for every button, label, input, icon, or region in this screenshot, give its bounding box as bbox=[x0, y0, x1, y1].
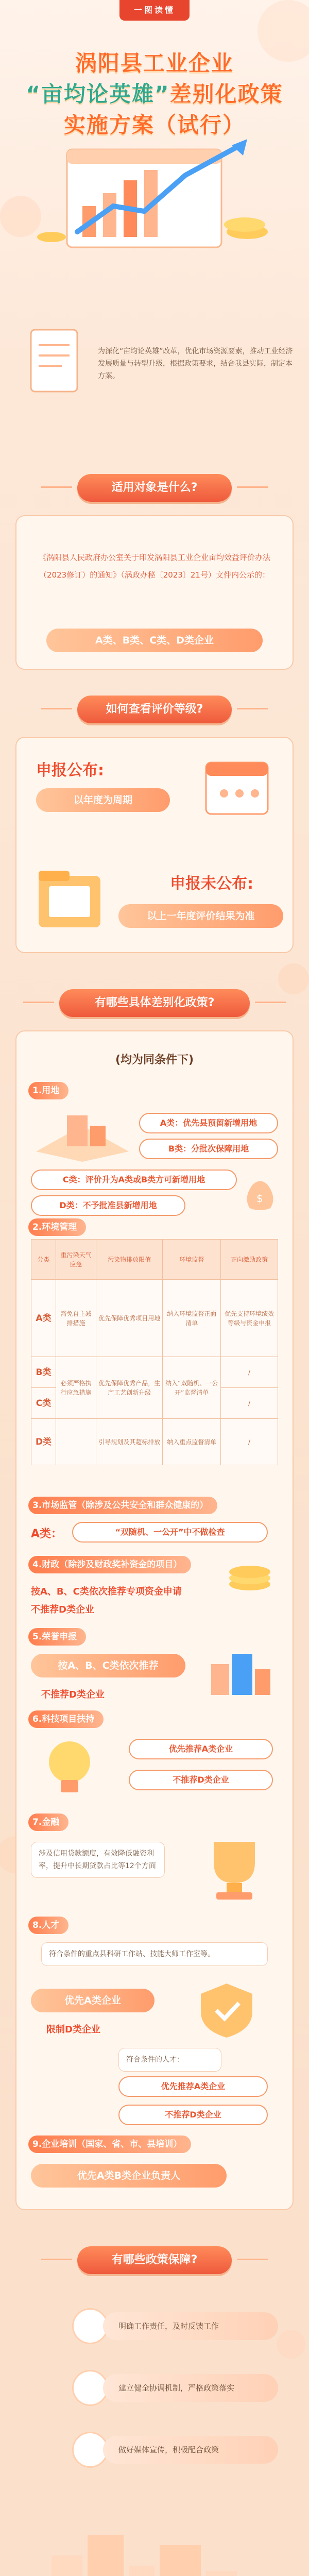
land-a: A类：优先县预留新增用地 bbox=[139, 1113, 278, 1133]
env-header-cell: 环境监督 bbox=[163, 1240, 221, 1280]
trophy-icon bbox=[191, 1832, 278, 1904]
env-cell bbox=[56, 1419, 96, 1465]
honor-text2: 不推荐D类企业 bbox=[41, 1689, 105, 1700]
env-header-cell: 分类 bbox=[31, 1240, 56, 1280]
title-line2-rest: 差别化政策 bbox=[169, 81, 283, 107]
env-cell: 优先保障优秀产品，生产工艺创新升级 bbox=[96, 1357, 163, 1419]
env-table bbox=[31, 1239, 278, 1465]
env-cell: B类 bbox=[31, 1357, 56, 1388]
title-line3: 实施方案（试行） bbox=[63, 112, 245, 138]
env-header-cell: 污染物排放限值 bbox=[96, 1240, 163, 1280]
env-cell: 引导规划及其超标排放 bbox=[96, 1419, 163, 1465]
finance2-tag: 7.金融 bbox=[28, 1814, 68, 1831]
env-cell: / bbox=[221, 1419, 278, 1465]
svg-text:$: $ bbox=[256, 1192, 263, 1205]
nodeclare-label: 申报未公布: bbox=[170, 875, 253, 893]
env-cell: 纳入环境监督正面清单 bbox=[163, 1280, 221, 1357]
coins-icon bbox=[221, 1553, 278, 1595]
env-cell: / bbox=[221, 1388, 278, 1419]
finance-text2: 不推荐D类企业 bbox=[31, 1604, 94, 1615]
talent-bubble2: 符合条件的人才： bbox=[118, 2048, 221, 2072]
env-header-cell: 重污染天气应急 bbox=[56, 1240, 96, 1280]
buildings-icon bbox=[201, 1643, 278, 1700]
talent-text1: 优先A类企业 bbox=[31, 1989, 154, 2012]
talent-text3: 优先推荐A类企业 bbox=[118, 2076, 268, 2097]
env-cell: / bbox=[221, 1357, 278, 1388]
guarantee-item-3: 做好媒体宣传，积极配合政策 bbox=[103, 2436, 278, 2464]
env-cell: 豁免自主减排措施 bbox=[56, 1280, 96, 1357]
env-row-d bbox=[31, 1419, 278, 1465]
guarantee-item-1: 明确工作责任，及时反馈工作 bbox=[103, 2312, 278, 2340]
tech-text2: 不推荐D类企业 bbox=[129, 1770, 273, 1790]
env-cell: 必须严格执行应急措施 bbox=[56, 1357, 96, 1419]
title-line2 bbox=[0, 77, 309, 108]
folder-icon bbox=[28, 860, 111, 938]
env-cell: C类 bbox=[31, 1388, 56, 1419]
honor-tag: 5.荣誉申报 bbox=[28, 1628, 86, 1646]
declare-text: 以年度为周期 bbox=[36, 788, 170, 812]
declare-label: 申报公布: bbox=[36, 761, 104, 779]
finance-text1: 按A、B、C类依次推荐专项资金申请 bbox=[31, 1586, 182, 1597]
env-cell: 纳入重点监督清单 bbox=[163, 1419, 221, 1465]
calendar-icon bbox=[196, 752, 278, 824]
name-tag: 9.企业培训（国家、省、市、县培训） bbox=[28, 2136, 191, 2153]
name-text: 优先A类B类企业负责人 bbox=[31, 2164, 227, 2188]
env-cell: 优先保障优秀项目用地 bbox=[96, 1280, 163, 1357]
market-tag: 3.市场监管（除涉及公共安全和群众健康的） bbox=[28, 1497, 217, 1514]
env-table-header bbox=[31, 1240, 278, 1280]
talent-tag: 8.人才 bbox=[28, 1917, 68, 1934]
land-b: B类：分批次保障用地 bbox=[139, 1139, 278, 1159]
money-bag-icon bbox=[242, 1172, 278, 1213]
env-cell: A类 bbox=[31, 1280, 56, 1357]
market-a: A类： bbox=[31, 1528, 63, 1540]
section3-subtitle: (均为同条件下) bbox=[115, 1054, 194, 1066]
tech-tag: 6.科技项目扶持 bbox=[28, 1710, 104, 1728]
bottom-city-illustration bbox=[31, 2514, 278, 2576]
market-text: “双随机、一公开”中不做检查 bbox=[72, 1522, 268, 1543]
env-tag: 2.环境管理 bbox=[28, 1218, 86, 1236]
env-cell: 优先支持环境绩效等级与资金申报 bbox=[221, 1280, 278, 1357]
land-tag: 1.用地 bbox=[28, 1082, 68, 1099]
env-row-a bbox=[31, 1280, 278, 1357]
env-cell: 纳入“双随机、一公开”监督清单 bbox=[163, 1357, 221, 1419]
land-c: C类：评价升为A类或B类方可新增用地 bbox=[31, 1170, 237, 1190]
document-icon bbox=[21, 319, 88, 402]
land-d: D类：不予批准县新增用地 bbox=[31, 1195, 185, 1216]
tech-text1: 优先推荐A类企业 bbox=[129, 1739, 273, 1759]
finance2-text: 涉及信用贷款额度，有效降低融资利率，提升中长期贷款占比等12个方面 bbox=[31, 1842, 165, 1878]
talent-text2: 限制D类企业 bbox=[46, 2024, 100, 2035]
finance-tag: 4.财政（除涉及财政奖补资金的项目） bbox=[28, 1556, 191, 1573]
intro-text: 为深化“亩均论英雄”改革，优化市场资源要素，推动工业经济发展质量与转型升级，根据政策要求，结合我县实际，制定本方案。 bbox=[98, 347, 293, 380]
talent-text4: 不推荐D类企业 bbox=[118, 2105, 268, 2125]
nodeclare-text: 以上一年度评价结果为准 bbox=[118, 904, 283, 928]
env-row-b bbox=[31, 1357, 278, 1388]
talent-bubble1: 符合条件的重点县科研工作站、技能大师工作室等。 bbox=[41, 1942, 268, 1966]
land-illustration bbox=[31, 1105, 134, 1167]
hero-illustration bbox=[36, 129, 273, 263]
honor-text1: 按A、B、C类依次推荐 bbox=[31, 1654, 185, 1677]
top-badge: 一图读懂 bbox=[119, 0, 190, 21]
section1-title: 适用对象是什么? bbox=[77, 474, 232, 502]
section1-classes: A类、B类、C类、D类企业 bbox=[46, 629, 263, 652]
title-highlight: “亩均论英雄” bbox=[26, 81, 170, 107]
env-header-cell: 正向激励政策 bbox=[221, 1240, 278, 1280]
section3-title: 有哪些具体差别化政策? bbox=[59, 989, 250, 1017]
title-line1: 涡阳县工业企业 bbox=[75, 50, 234, 76]
section1-basis: 《涡阳县人民政府办公室关于印发涡阳县工业企业亩均效益评价办法（2023修订）的通知》（涡政办秘〔2023〕21号）文件内公示的： bbox=[38, 553, 270, 580]
shield-icon bbox=[185, 1978, 268, 2040]
section4-title: 有哪些政策保障? bbox=[77, 2246, 232, 2274]
env-cell: D类 bbox=[31, 1419, 56, 1465]
guarantee-item-2: 建立健全协调机制，严格政策落实 bbox=[103, 2374, 278, 2402]
lightbulb-icon bbox=[31, 1734, 108, 1801]
section2-title: 如何查看评价等级? bbox=[77, 696, 232, 723]
